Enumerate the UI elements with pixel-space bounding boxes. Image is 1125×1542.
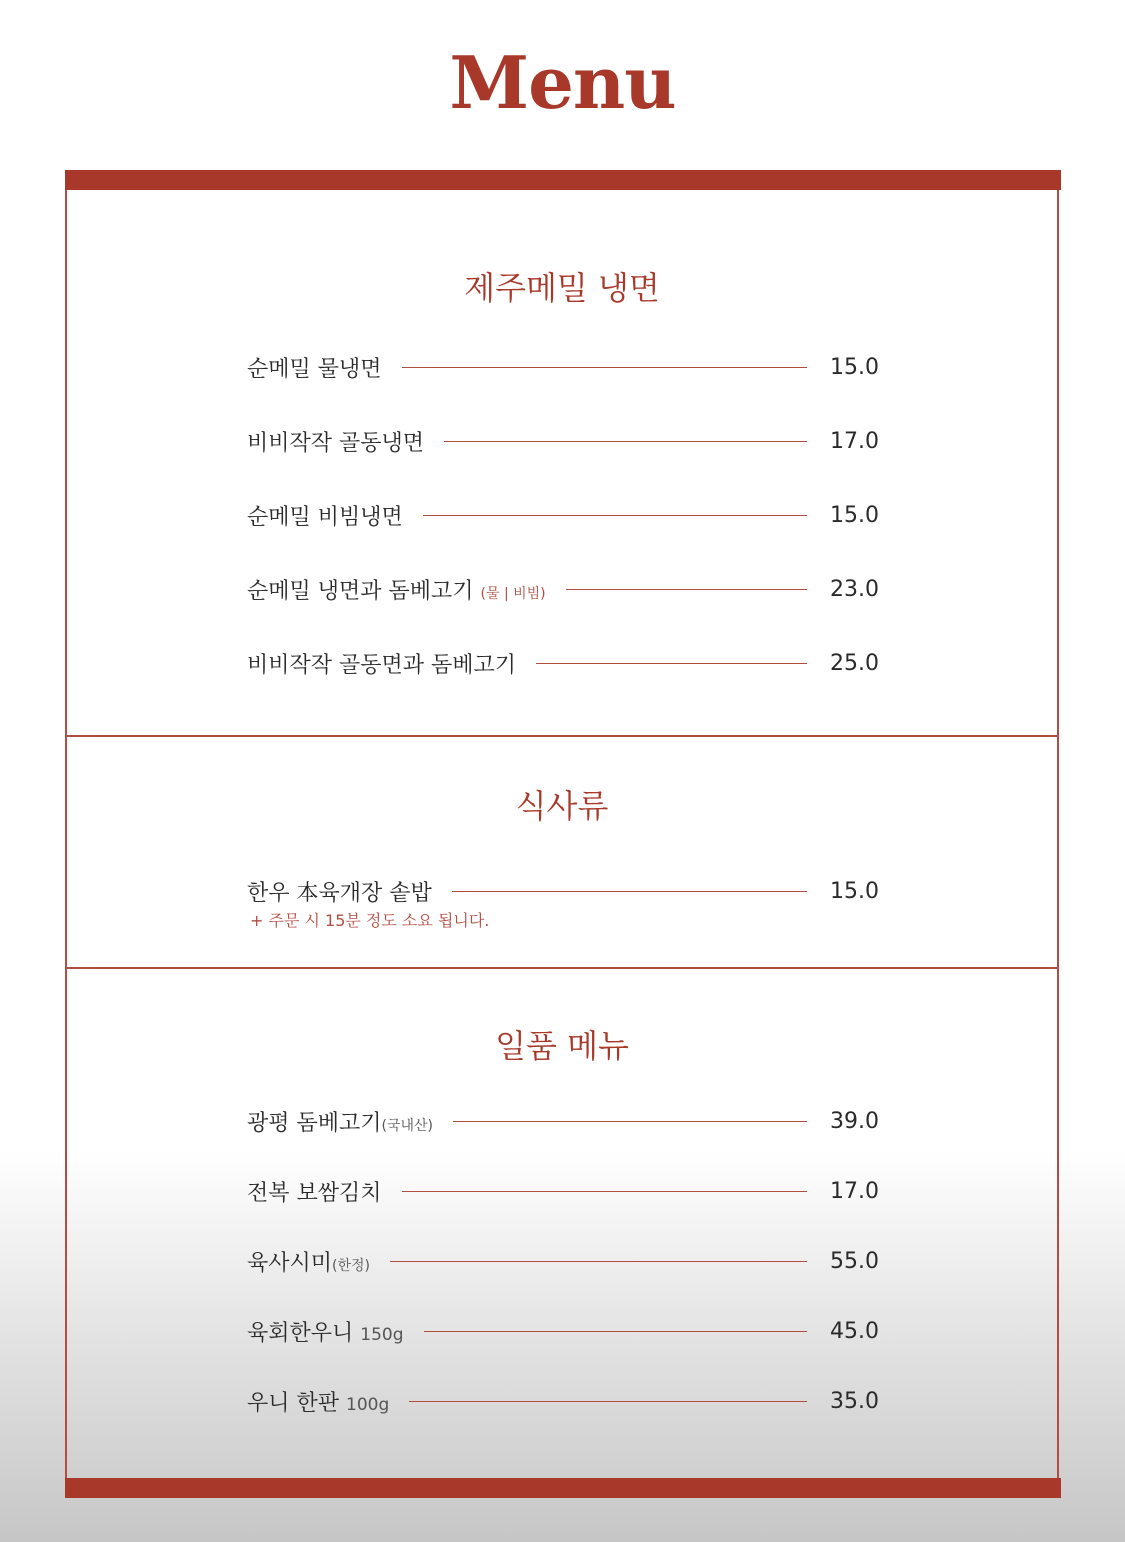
menu-frame	[65, 170, 1059, 1498]
item-name: 한우 本육개장 솥밥	[247, 880, 432, 906]
section-title-naengmyeon: 제주메밀 냉면	[464, 269, 660, 307]
item-name: 비비작작 골동냉면	[247, 430, 425, 456]
item-name	[247, 1106, 433, 1137]
item-note: + 주문 시 15분 정도 소요 됩니다.	[250, 911, 490, 930]
item-price: 55.0	[830, 1248, 879, 1274]
menu-item	[247, 1384, 879, 1418]
item-option: (물 | 비빔)	[480, 585, 546, 602]
menu-item	[247, 874, 879, 908]
item-price: 23.0	[830, 576, 879, 602]
item-name-text: 육회한우니	[247, 1320, 354, 1346]
menu-item	[247, 1174, 879, 1208]
item-option: 150g	[360, 1324, 404, 1345]
section-title-meals: 식사류	[515, 787, 609, 825]
item-name: 전복 보쌈김치	[247, 1180, 382, 1206]
menu-item	[247, 572, 879, 606]
item-name-text: 육사시미	[247, 1250, 333, 1276]
item-price: 39.0	[830, 1108, 879, 1134]
dotted-leader-line	[536, 663, 807, 664]
top-border-bar	[65, 170, 1061, 190]
item-name-text: 순메밀 냉면과 돔베고기	[247, 578, 474, 604]
menu-title: Menu	[449, 40, 676, 125]
item-name-text: 광평 돔베고기	[247, 1110, 382, 1136]
item-name	[247, 574, 546, 605]
item-name	[247, 1246, 370, 1277]
item-price: 17.0	[830, 1178, 879, 1204]
menu-item	[247, 1104, 879, 1138]
item-price: 17.0	[830, 428, 879, 454]
item-price: 25.0	[830, 650, 879, 676]
section-divider	[67, 735, 1057, 737]
item-price: 15.0	[830, 502, 879, 528]
item-name-text: 우니 한판	[247, 1390, 340, 1416]
menu-item	[247, 424, 879, 458]
item-price: 15.0	[830, 878, 879, 904]
dotted-leader-line	[453, 1121, 807, 1122]
item-option: 100g	[346, 1394, 390, 1415]
item-name: 순메밀 물냉면	[247, 356, 382, 382]
item-price: 35.0	[830, 1388, 879, 1414]
dotted-leader-line	[424, 1331, 807, 1332]
dotted-leader-line	[444, 441, 807, 442]
dotted-leader-line	[409, 1401, 807, 1402]
item-name: 순메밀 비빔냉면	[247, 504, 403, 530]
menu-item	[247, 498, 879, 532]
dotted-leader-line	[452, 891, 807, 892]
bottom-border-bar	[65, 1478, 1061, 1498]
item-name: 비비작작 골동면과 돔베고기	[247, 652, 517, 678]
menu-item	[247, 1314, 879, 1348]
section-divider	[67, 967, 1057, 969]
menu-item	[247, 646, 879, 680]
section-title-specials: 일품 메뉴	[495, 1027, 629, 1065]
dotted-leader-line	[390, 1261, 807, 1262]
dotted-leader-line	[402, 1191, 807, 1192]
item-option: (한정)	[332, 1257, 370, 1274]
menu-item	[247, 1244, 879, 1278]
dotted-leader-line	[402, 367, 807, 368]
item-price: 15.0	[830, 354, 879, 380]
item-option: (국내산)	[381, 1117, 434, 1134]
item-price: 45.0	[830, 1318, 879, 1344]
item-name	[247, 1316, 404, 1347]
item-name	[247, 1386, 389, 1417]
dotted-leader-line	[423, 515, 807, 516]
menu-item	[247, 350, 879, 384]
dotted-leader-line	[566, 589, 807, 590]
